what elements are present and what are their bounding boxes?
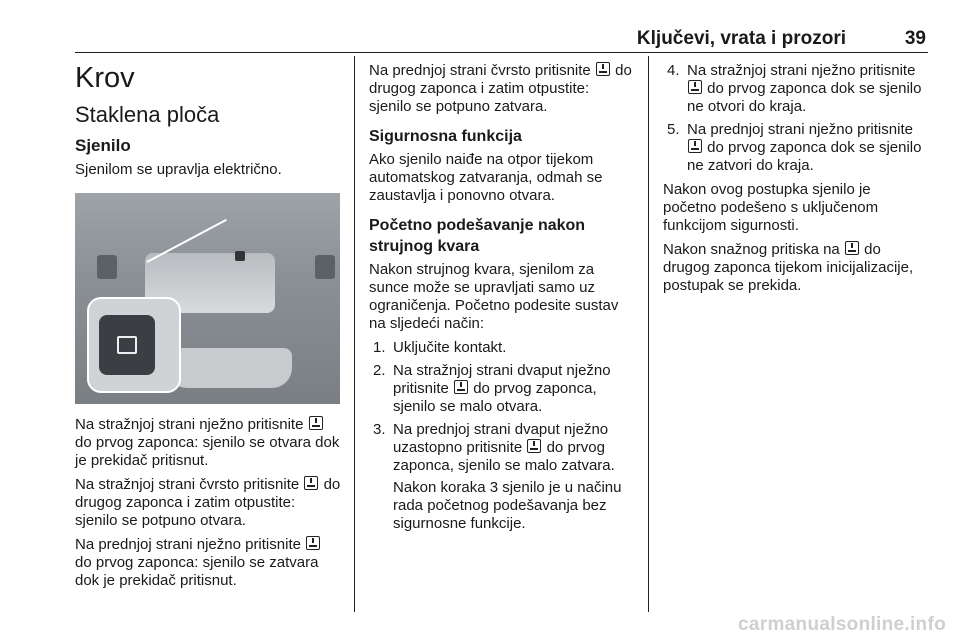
section-title: Krov — [75, 62, 135, 94]
step-note: Nakon koraka 3 sjenilo je u načinu rada početnog podešavanja bez sigurnosne funkcije. — [393, 479, 622, 532]
sunshade-icon — [527, 439, 541, 453]
sunshade-icon — [596, 62, 610, 76]
grab-handle-right — [315, 255, 335, 279]
paragraph: Na prednjoj strani čvrsto pritisnite do drugog zaponca i zatim otpustite: sjenilo se potpuno zatvara. — [369, 62, 632, 115]
list-item: 5. Na prednjoj strani nježno pritisnite do prvog zaponca dok se sjenilo ne zatvori do kraja. — [667, 121, 922, 174]
sunshade-icon — [688, 139, 702, 153]
sunshade-switch-photo — [75, 193, 340, 404]
column-divider — [648, 56, 649, 612]
sunshade-icon — [117, 336, 137, 354]
list-item: 3. Na prednjoj strani dvaput nježno uzastopno pritisnite do prvog zaponca, sjenilo se malo zatvara. Nakon koraka 3 sjenilo je u načinu rada početnog podešavanja bez sigurnosne funkcije. — [369, 421, 634, 533]
list-item: 1. Uključite kontakt. — [373, 339, 507, 356]
sunshade-icon — [454, 380, 468, 394]
watermark: carmanualsonline.info — [738, 614, 946, 635]
paragraph: Nakon ovog postupka sjenilo je početno podešeno s uključenom funkcijom sigurnosti. — [663, 181, 879, 234]
chapter-title: Ključevi, vrata i prozori — [636, 28, 846, 49]
sunshade-icon — [845, 241, 859, 255]
list-item: 2. Na stražnjoj strani dvaput nježno pritisnite do prvog zaponca, sjenilo se malo otvara. — [373, 362, 611, 415]
paragraph: Na stražnjoj strani nježno pritisnite do prvog zaponca: sjenilo se otvara dok je prekidač pritisnut. — [75, 416, 340, 469]
paragraph: Na stražnjoj strani čvrsto pritisnite do drugog zaponca i zatim otpustite: sjenilo se potpuno otvara. — [75, 476, 341, 529]
paragraph: Nakon snažnog pritiska na do drugog zaponca tijekom inicijalizacije, postupak se prekida. — [663, 241, 914, 294]
sunshade-icon — [309, 416, 323, 430]
column-1 — [75, 62, 341, 596]
list-item: 4. Na stražnjoj strani nježno pritisnite do prvog zaponca dok se sjenilo ne otvori do kraja. — [667, 62, 922, 115]
sunshade-icon — [304, 476, 318, 490]
subsection-title: Staklena ploča — [75, 102, 220, 127]
paragraph: Ako sjenilo naiđe na otpor tijekom automatskog zatvaranja, odmah se zaustavlja i ponovno otvara. — [369, 151, 603, 204]
rearview-mirror — [167, 348, 292, 388]
paragraph: Nakon strujnog kvara, sjenilom za sunce može se upravljati samo uz ograničenja. Početno podesite sustav na sljedeći način: — [369, 261, 619, 332]
step-list — [369, 339, 634, 533]
topic-title: Sjenilo — [75, 136, 131, 155]
column-2 — [369, 62, 634, 539]
sunshade-icon — [306, 536, 320, 550]
column-3 — [663, 62, 928, 301]
topic-title: Početno podešavanje nakon strujnog kvara — [369, 217, 586, 255]
grab-handle-left — [97, 255, 117, 279]
intro-text: Sjenilom se upravlja električno. — [75, 161, 282, 178]
paragraph: Na prednjoj strani nježno pritisnite do prvog zaponca: sjenilo se zatvara dok je prekidač pritisnut. — [75, 536, 319, 589]
sunshade-icon — [688, 80, 702, 94]
page-number: 39 — [904, 28, 926, 49]
page-header — [75, 22, 928, 53]
sunshade-switch-small — [235, 251, 245, 261]
topic-title: Sigurnosna funkcija — [369, 128, 522, 145]
step-list — [663, 62, 928, 175]
column-divider — [354, 56, 355, 612]
